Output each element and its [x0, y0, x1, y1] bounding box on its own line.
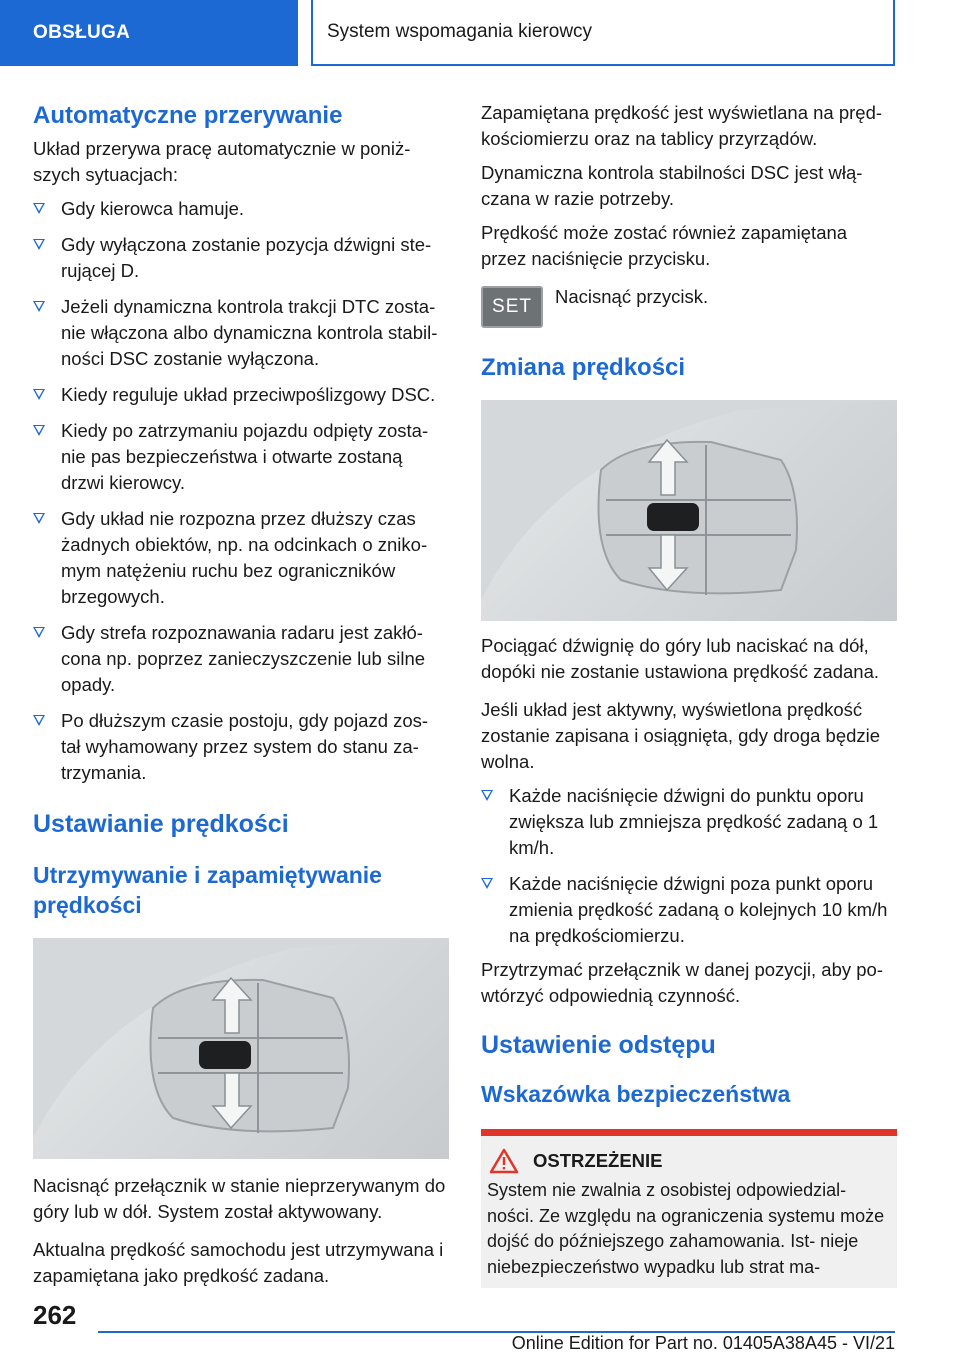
left-column [33, 100, 449, 1289]
paragraph-hold: Przytrzymać przełącznik w danej pozycji, aby po‐ wtórzyć odpowiednią czynność. [481, 959, 884, 1006]
warning-box [481, 1129, 897, 1288]
list-item: Każde naciśnięcie dźwigni poza punkt oporu zmienia prędkość zadaną o kolejnych 10 km/h na prędkościomierzu. [481, 871, 897, 949]
page-footer [0, 1290, 960, 1362]
heading-automatic-interrupt: Automatyczne przerywanie [33, 102, 343, 129]
edition-note: Online Edition for Part no. 01405A38A45 - VI/21 [511, 1333, 895, 1353]
heading-set-speed: Ustawianie prędkości [33, 810, 289, 838]
triangle-bullet-icon [33, 513, 45, 524]
triangle-bullet-icon [33, 715, 45, 726]
warning-header [487, 1148, 891, 1174]
heading-change-speed: Zmiana prędkości [481, 354, 686, 381]
list-item: Każde naciśnięcie dźwigni do punktu oporu zwiększa lub zmniejsza prędkość zadaną o 1 km/h. [481, 783, 897, 861]
paragraph-pull: Pociągać dźwignię do góry lub naciskać na dół, dopóki nie zostanie ustawiona prędkość zadana. [481, 635, 880, 682]
set-button-icon: SET [481, 286, 543, 328]
heading-set-distance: Ustawienie odstępu [481, 1031, 716, 1059]
triangle-bullet-icon [481, 878, 493, 889]
paragraph-dsc: Dynamiczna kontrola stabilności DSC jest włą‐ czana w razie potrzeby. [481, 162, 863, 209]
list-item: Kiedy po zatrzymaniu pojazdu odpięty zosta‐ nie pas bezpieczeństwa i otwarte zostaną drzwi kierowcy. [33, 418, 449, 496]
increment-list [481, 783, 897, 949]
list-item: Kiedy reguluje układ przeciwpoślizgowy DSC. [33, 382, 449, 408]
triangle-bullet-icon [481, 790, 493, 801]
paragraph-press: Nacisnąć przełącznik w stanie nieprzerywanym do góry lub w dół. System został aktywowany. [33, 1175, 446, 1222]
list-item: Po dłuższym czasie postoju, gdy pojazd zos‐ tał wyhamowany przez system do stanu za‐ trzymania. [33, 708, 449, 786]
section-tab: OBSŁUGA [0, 0, 298, 66]
triangle-bullet-icon [33, 301, 45, 312]
paragraph-current-speed: Aktualna prędkość samochodu jest utrzymywana i zapamiętana jako prędkość zadana. [33, 1239, 444, 1286]
triangle-bullet-icon [33, 239, 45, 250]
set-instruction: Nacisnąć przycisk. [555, 286, 709, 307]
warning-title: OSTRZEŻENIE [533, 1150, 663, 1171]
triangle-bullet-icon [33, 203, 45, 214]
heading-keep-speed: Utrzymywanie i zapamiętywanie prędkości [33, 862, 382, 918]
list-item: Gdy wyłączona zostanie pozycja dźwigni ste‐ rującej D. [33, 232, 449, 284]
chapter-title: System wspomagania kierowcy [311, 0, 895, 66]
page-number: 262 [33, 1300, 77, 1330]
list-item: Gdy układ nie rozpozna przez dłuższy czas żadnych obiektów, np. na odcinkach o zniko‐ mym natężeniu ruchu bez ograniczników brzegowych. [33, 506, 449, 610]
set-row [481, 286, 897, 328]
triangle-bullet-icon [33, 627, 45, 638]
triangle-bullet-icon [33, 389, 45, 400]
list-item: Gdy strefa rozpoznawania radaru jest zakłó‐ cona np. poprzez zanieczyszczenie lub silne opady. [33, 620, 449, 698]
steering-wheel-controls-image [481, 400, 897, 621]
paragraph-speed-shown: Zapamiętana prędkość jest wyświetlana na pręd‐ kościomierzu oraz na tablicy przyrządów. [481, 102, 883, 149]
page-header [0, 0, 960, 66]
triangle-bullet-icon [33, 425, 45, 436]
right-column [481, 100, 897, 1288]
list-item: Jeżeli dynamiczna kontrola trakcji DTC zosta‐ nie włączona albo dynamiczna kontrola stabil‐ ności DSC zostanie wyłączona. [33, 294, 449, 372]
paragraph-active: Jeśli układ jest aktywny, wyświetlona prędkość zostanie zapisana i osiągnięta, gdy droga będzie wolna. [481, 699, 881, 772]
warning-text: System nie zwalnia z osobistej odpowiedzial‐ ności. Ze względu na ograniczenia systemu może dojść do późniejszego zahamowania. Ist‐ nieje niebezpieczeństwo wypadku lub strat ma‐ [487, 1180, 885, 1277]
heading-safety-note: Wskazówka bezpieczeństwa [481, 1081, 791, 1107]
paragraph-button: Prędkość może zostać również zapamiętana przez naciśnięcie przycisku. [481, 222, 848, 269]
steering-wheel-controls-image [33, 938, 449, 1159]
interrupt-list [33, 196, 449, 786]
list-item: Gdy kierowca hamuje. [33, 196, 449, 222]
steering-lever-photo [33, 938, 449, 1159]
paragraph-intro: Układ przerywa pracę automatycznie w poniż‐ szych sytuacjach: [33, 138, 411, 185]
steering-lever-photo-2 [481, 400, 897, 621]
warning-triangle-icon [489, 1148, 519, 1174]
